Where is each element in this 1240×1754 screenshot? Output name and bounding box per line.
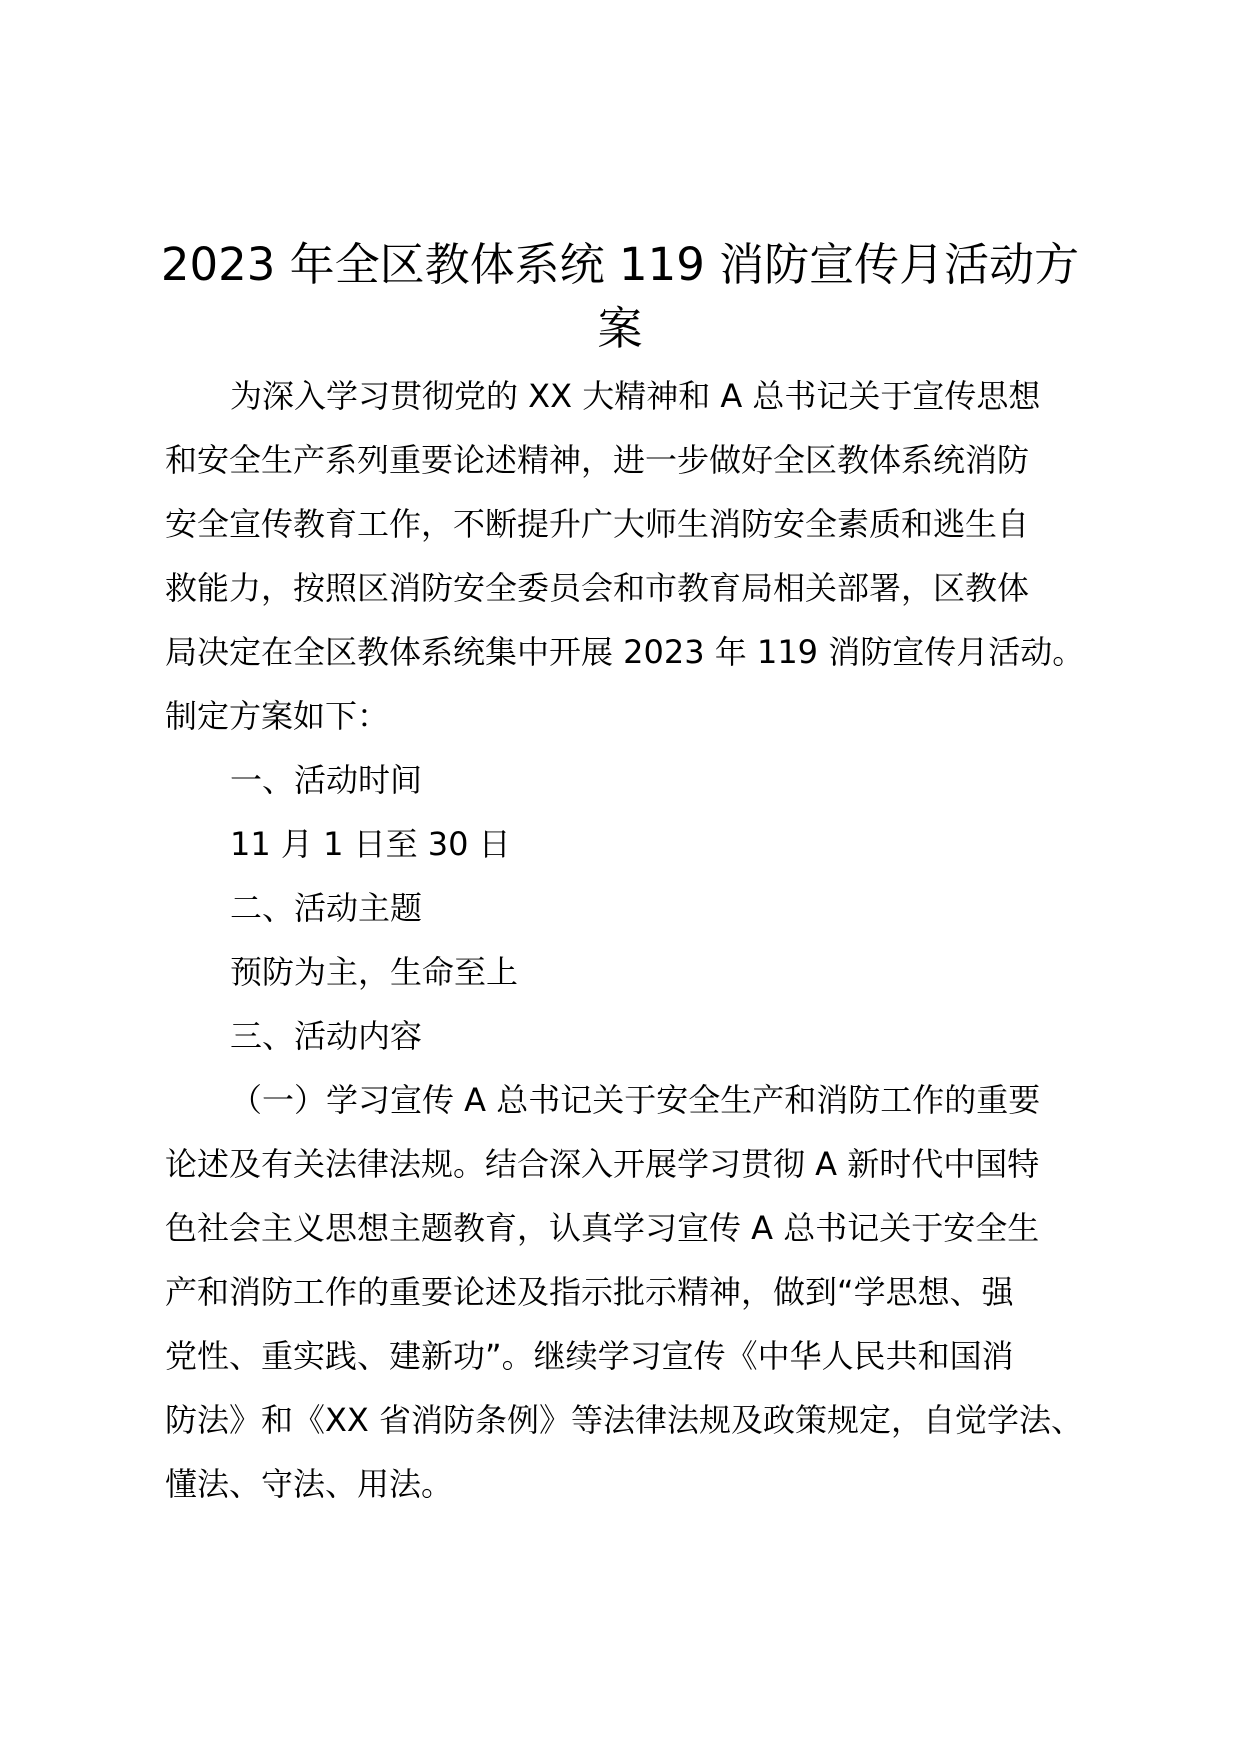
activity-date: 11 月 1 日至 30 日 (230, 825, 511, 863)
intro-paragraph-line-6: 制定方案如下： (165, 697, 390, 735)
content-paragraph-line-7: 懂法、守法、用法。 (165, 1465, 454, 1503)
section-heading-content: 三、活动内容 (230, 1017, 423, 1055)
intro-paragraph-line-5: 局决定在全区教体系统集中开展 2023 年 119 消防宣传月活动。 (165, 633, 1085, 671)
content-paragraph-line-1: （一）学习宣传 A 总书记关于安全生产和消防工作的重要 (230, 1081, 1041, 1119)
activity-theme: 预防为主，生命至上 (230, 953, 519, 991)
document-title-line-1: 2023 年全区教体系统 119 消防宣传月活动方 (160, 238, 1080, 291)
section-heading-theme: 二、活动主题 (230, 889, 423, 927)
content-paragraph-line-3: 色社会主义思想主题教育，认真学习宣传 A 总书记关于安全生 (165, 1209, 1040, 1247)
document-title-line-2: 案 (597, 302, 643, 355)
intro-paragraph-line-4: 救能力，按照区消防安全委员会和市教育局相关部署，区教体 (165, 569, 1030, 607)
content-paragraph-line-5: 党性、重实践、建新功”。继续学习宣传《中华人民共和国消 (165, 1337, 1014, 1375)
content-paragraph-line-2: 论述及有关法律法规。结合深入开展学习贯彻 A 新时代中国特 (165, 1145, 1040, 1183)
content-paragraph-line-6: 防法》和《XX 省消防条例》等法律法规及政策规定，自觉学法、 (165, 1401, 1084, 1439)
content-paragraph-line-4: 产和消防工作的重要论述及指示批示精神，做到“学思想、强 (165, 1273, 1014, 1311)
intro-paragraph-line-2: 和安全生产系列重要论述精神，进一步做好全区教体系统消防 (165, 441, 1030, 479)
section-heading-time: 一、活动时间 (230, 761, 423, 799)
intro-paragraph-line-1: 为深入学习贯彻党的 XX 大精神和 A 总书记关于宣传思想 (230, 377, 1041, 415)
intro-paragraph-line-3: 安全宣传教育工作，不断提升广大师生消防安全素质和逃生自 (165, 505, 1030, 543)
